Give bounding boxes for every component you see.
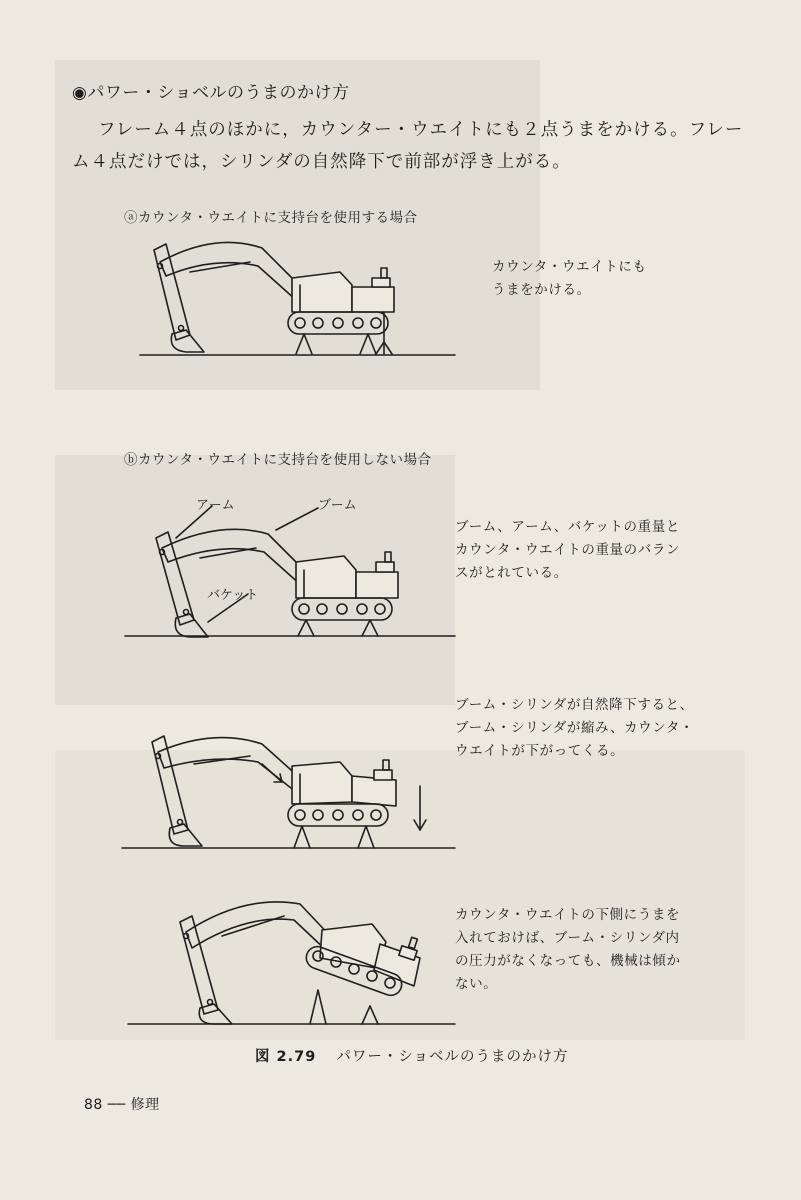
stand-b2-2 <box>358 826 374 848</box>
intro-line-1: フレーム４点のほかに，カウンター・ウエイトにも２点うまをかける。フレー <box>98 120 744 140</box>
arm-b2 <box>152 736 188 834</box>
figure-number: 図 2.79 <box>255 1049 317 1065</box>
counterweight-b1 <box>356 572 398 598</box>
excavator-diagram-b1 <box>125 506 455 637</box>
step-3-line-1: カウンタ・ウエイトの下側にうまを <box>455 907 681 923</box>
heading-title: パワー・ショベルのうまのかけ方 <box>87 83 350 103</box>
boom-a <box>160 242 300 300</box>
intro-line-2: ム４点だけでは，シリンダの自然降下で前部が浮き上がる。 <box>72 152 571 172</box>
track-b1 <box>292 598 392 620</box>
page-footer: 88 ── 修理 <box>84 1097 160 1113</box>
stand-b3-1 <box>310 990 326 1024</box>
stand-b1-1 <box>298 620 314 636</box>
step-1-line-3: スがとれている。 <box>455 565 568 581</box>
case-a-note-line-1: カウンタ・ウエイトにも <box>492 259 647 275</box>
house-b2 <box>292 762 352 804</box>
bucket-label: バケット <box>207 588 259 603</box>
bucket-a <box>171 330 204 352</box>
boom-b2 <box>158 738 300 792</box>
house-b1 <box>296 556 356 598</box>
boom-leader-line <box>276 508 318 530</box>
excavator-diagram-b2 <box>122 736 455 848</box>
house-a <box>292 272 352 312</box>
step-2-line-2: ブーム・シリンダが縮み、カウンタ・ <box>455 720 695 736</box>
stand-a-1 <box>296 334 312 354</box>
excavator-diagram-b3 <box>128 902 455 1024</box>
step-3-line-3: の圧力がなくなっても、機械は傾か <box>455 953 681 969</box>
heading-marker: ◉ <box>72 83 88 103</box>
case-a-note-line-2: うまをかける。 <box>492 282 591 298</box>
excavator-diagram-a <box>140 242 455 355</box>
boom-label: ブーム <box>318 498 357 513</box>
step-3-line-4: ない。 <box>455 976 498 992</box>
case-a-label: ⓐカウンタ・ウエイトに支持台を使用する場合 <box>124 210 418 226</box>
case-b-label: ⓑカウンタ・ウエイトに支持台を使用しない場合 <box>124 452 432 468</box>
arm-b3 <box>180 916 218 1014</box>
track-b2 <box>288 804 388 826</box>
bucket-leader-line <box>208 594 248 622</box>
bucket-b2 <box>169 824 202 846</box>
step-1-line-2: カウンタ・ウエイトの重量のバラン <box>455 542 681 558</box>
stand-b1-2 <box>362 620 378 636</box>
step-1-line-1: ブーム、アーム、バケットの重量と <box>455 519 680 535</box>
step-2-line-3: ウエイトが下がってくる。 <box>455 743 625 759</box>
track-a <box>288 312 388 334</box>
step-2-line-1: ブーム・シリンダが自然降下すると、 <box>455 697 694 713</box>
figure-title: パワー・ショベルのうまのかけ方 <box>336 1049 569 1065</box>
step-3-line-2: 入れておけば、ブーム・シリンダ内 <box>455 930 680 946</box>
stand-b3-2 <box>362 1006 378 1024</box>
boom-b3 <box>186 902 334 952</box>
cylinder-retract-arrow <box>262 764 282 782</box>
boom-b1 <box>162 529 306 586</box>
arm-a <box>154 244 190 340</box>
arm-leader-line <box>176 506 212 538</box>
stand-a-2 <box>360 334 376 354</box>
arm-label: アーム <box>196 498 235 513</box>
counterweight-a <box>352 287 394 312</box>
stand-b2-1 <box>294 826 310 848</box>
